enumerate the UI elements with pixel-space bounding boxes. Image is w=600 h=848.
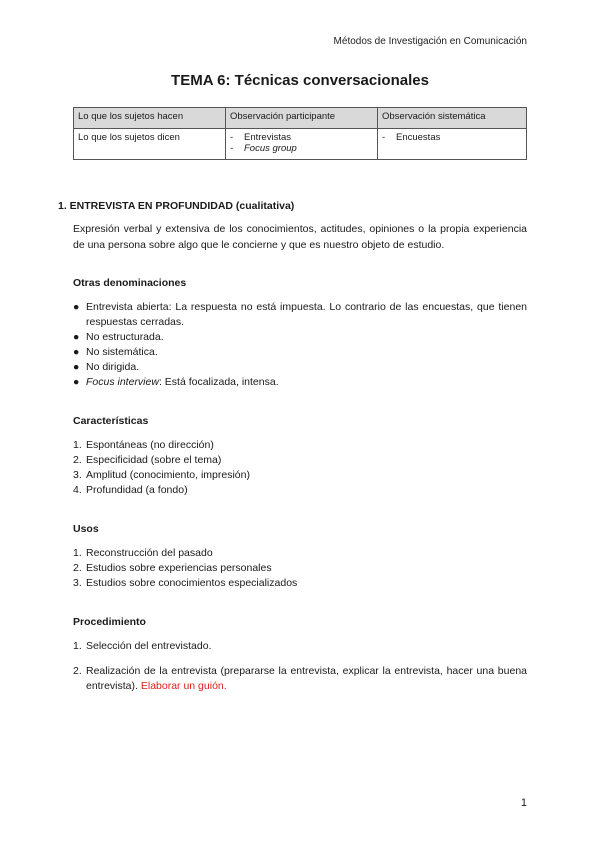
table-row — [74, 108, 527, 129]
bullet-icon: ● — [73, 301, 80, 313]
list-item-text: Estudios sobre conocimientos especializados — [86, 577, 298, 589]
list-item-text: : Está focalizada, intensa. — [158, 376, 279, 388]
list-item: 1. Espontáneas (no dirección) — [73, 439, 214, 451]
list-item: 4. Profundidad (a fondo) — [73, 484, 188, 496]
highlight-text: Elaborar un guión. — [140, 680, 227, 692]
list-item: 3. Estudios sobre conocimientos especializados — [73, 577, 298, 589]
list-item-text: Reconstrucción del pasado — [86, 547, 213, 559]
subsection-title: Otras denominaciones — [73, 277, 187, 289]
list-item-text: Amplitud (conocimiento, impresión) — [86, 469, 250, 481]
bullet-list — [73, 300, 527, 390]
table-row — [74, 129, 527, 160]
list-item: 3. Amplitud (conocimiento, impresión) — [73, 469, 250, 481]
list-item-text: Entrevista abierta: La respuesta no está impuesta. Lo contrario de las encuestas, que tienen respuestas cerradas. — [86, 301, 527, 328]
dash-list — [382, 132, 522, 143]
list-item: - Entrevistas — [230, 132, 373, 143]
table-cell — [378, 129, 527, 160]
subsection-title: Procedimiento — [73, 616, 146, 628]
list-item-text: No sistemática. — [86, 346, 158, 358]
list-item: 2. Realización de la entrevista (prepararse la entrevista, explicar la entrevista, hacer una buena entrevista). Elaborar un guión. — [73, 665, 527, 692]
list-item — [73, 330, 527, 345]
numbered-list — [73, 546, 527, 591]
definition-paragraph: Expresión verbal y extensiva de los conocimientos, actitudes, opiniones o la propia experiencia de una persona sobre algo que le concierne y que es nuestro objeto de estudio. — [73, 223, 527, 251]
list-item: 2. Estudios sobre experiencias personales — [73, 562, 272, 574]
list-item-text: Espontáneas (no dirección) — [86, 439, 214, 451]
numbered-list — [73, 438, 527, 498]
list-item-text: No estructurada. — [86, 331, 164, 343]
page-number: 1 — [520, 797, 527, 809]
table-cell: Lo que los sujetos dicen — [74, 129, 226, 160]
list-item — [73, 375, 527, 390]
list-item-text: Realización de la entrevista (prepararse la entrevista, explicar la entrevista, hacer una buena entrevista). — [86, 665, 527, 692]
dash-list — [230, 132, 373, 154]
bullet-icon: ● — [73, 361, 80, 373]
list-item — [73, 360, 527, 375]
list-item-italic: Focus interview — [86, 376, 159, 388]
subsection-title: Características — [73, 415, 149, 427]
table-cell: Observación participante — [226, 108, 378, 129]
table-cell — [226, 129, 378, 160]
list-item: 1. Selección del entrevistado. — [73, 640, 212, 652]
list-item: - Encuestas — [382, 132, 522, 143]
list-item: - Focus group — [230, 143, 373, 154]
list-item: 1. Reconstrucción del pasado — [73, 547, 213, 559]
bullet-icon: ● — [73, 346, 80, 358]
bullet-icon: ● — [73, 331, 80, 343]
list-item-text: No dirigida. — [86, 361, 140, 373]
list-item-text: Selección del entrevistado. — [86, 640, 212, 652]
list-item-text: Estudios sobre experiencias personales — [86, 562, 272, 574]
list-item-text: Profundidad (a fondo) — [86, 484, 188, 496]
list-item: 2. Especificidad (sobre el tema) — [73, 454, 222, 466]
bullet-icon: ● — [73, 376, 80, 388]
section-title: 1. ENTREVISTA EN PROFUNDIDAD (cualitativa) — [58, 200, 295, 212]
list-item — [73, 300, 527, 330]
subsection-title: Usos — [73, 523, 99, 535]
numbered-list — [73, 639, 527, 694]
observation-table — [73, 107, 527, 160]
page-title: TEMA 6: Técnicas conversacionales — [171, 72, 429, 89]
running-header: Métodos de Investigación en Comunicación — [333, 36, 527, 47]
list-item — [73, 345, 527, 360]
list-item-text: Especificidad (sobre el tema) — [86, 454, 222, 466]
table-cell: Observación sistemática — [378, 108, 527, 129]
table-cell: Lo que los sujetos hacen — [74, 108, 226, 129]
